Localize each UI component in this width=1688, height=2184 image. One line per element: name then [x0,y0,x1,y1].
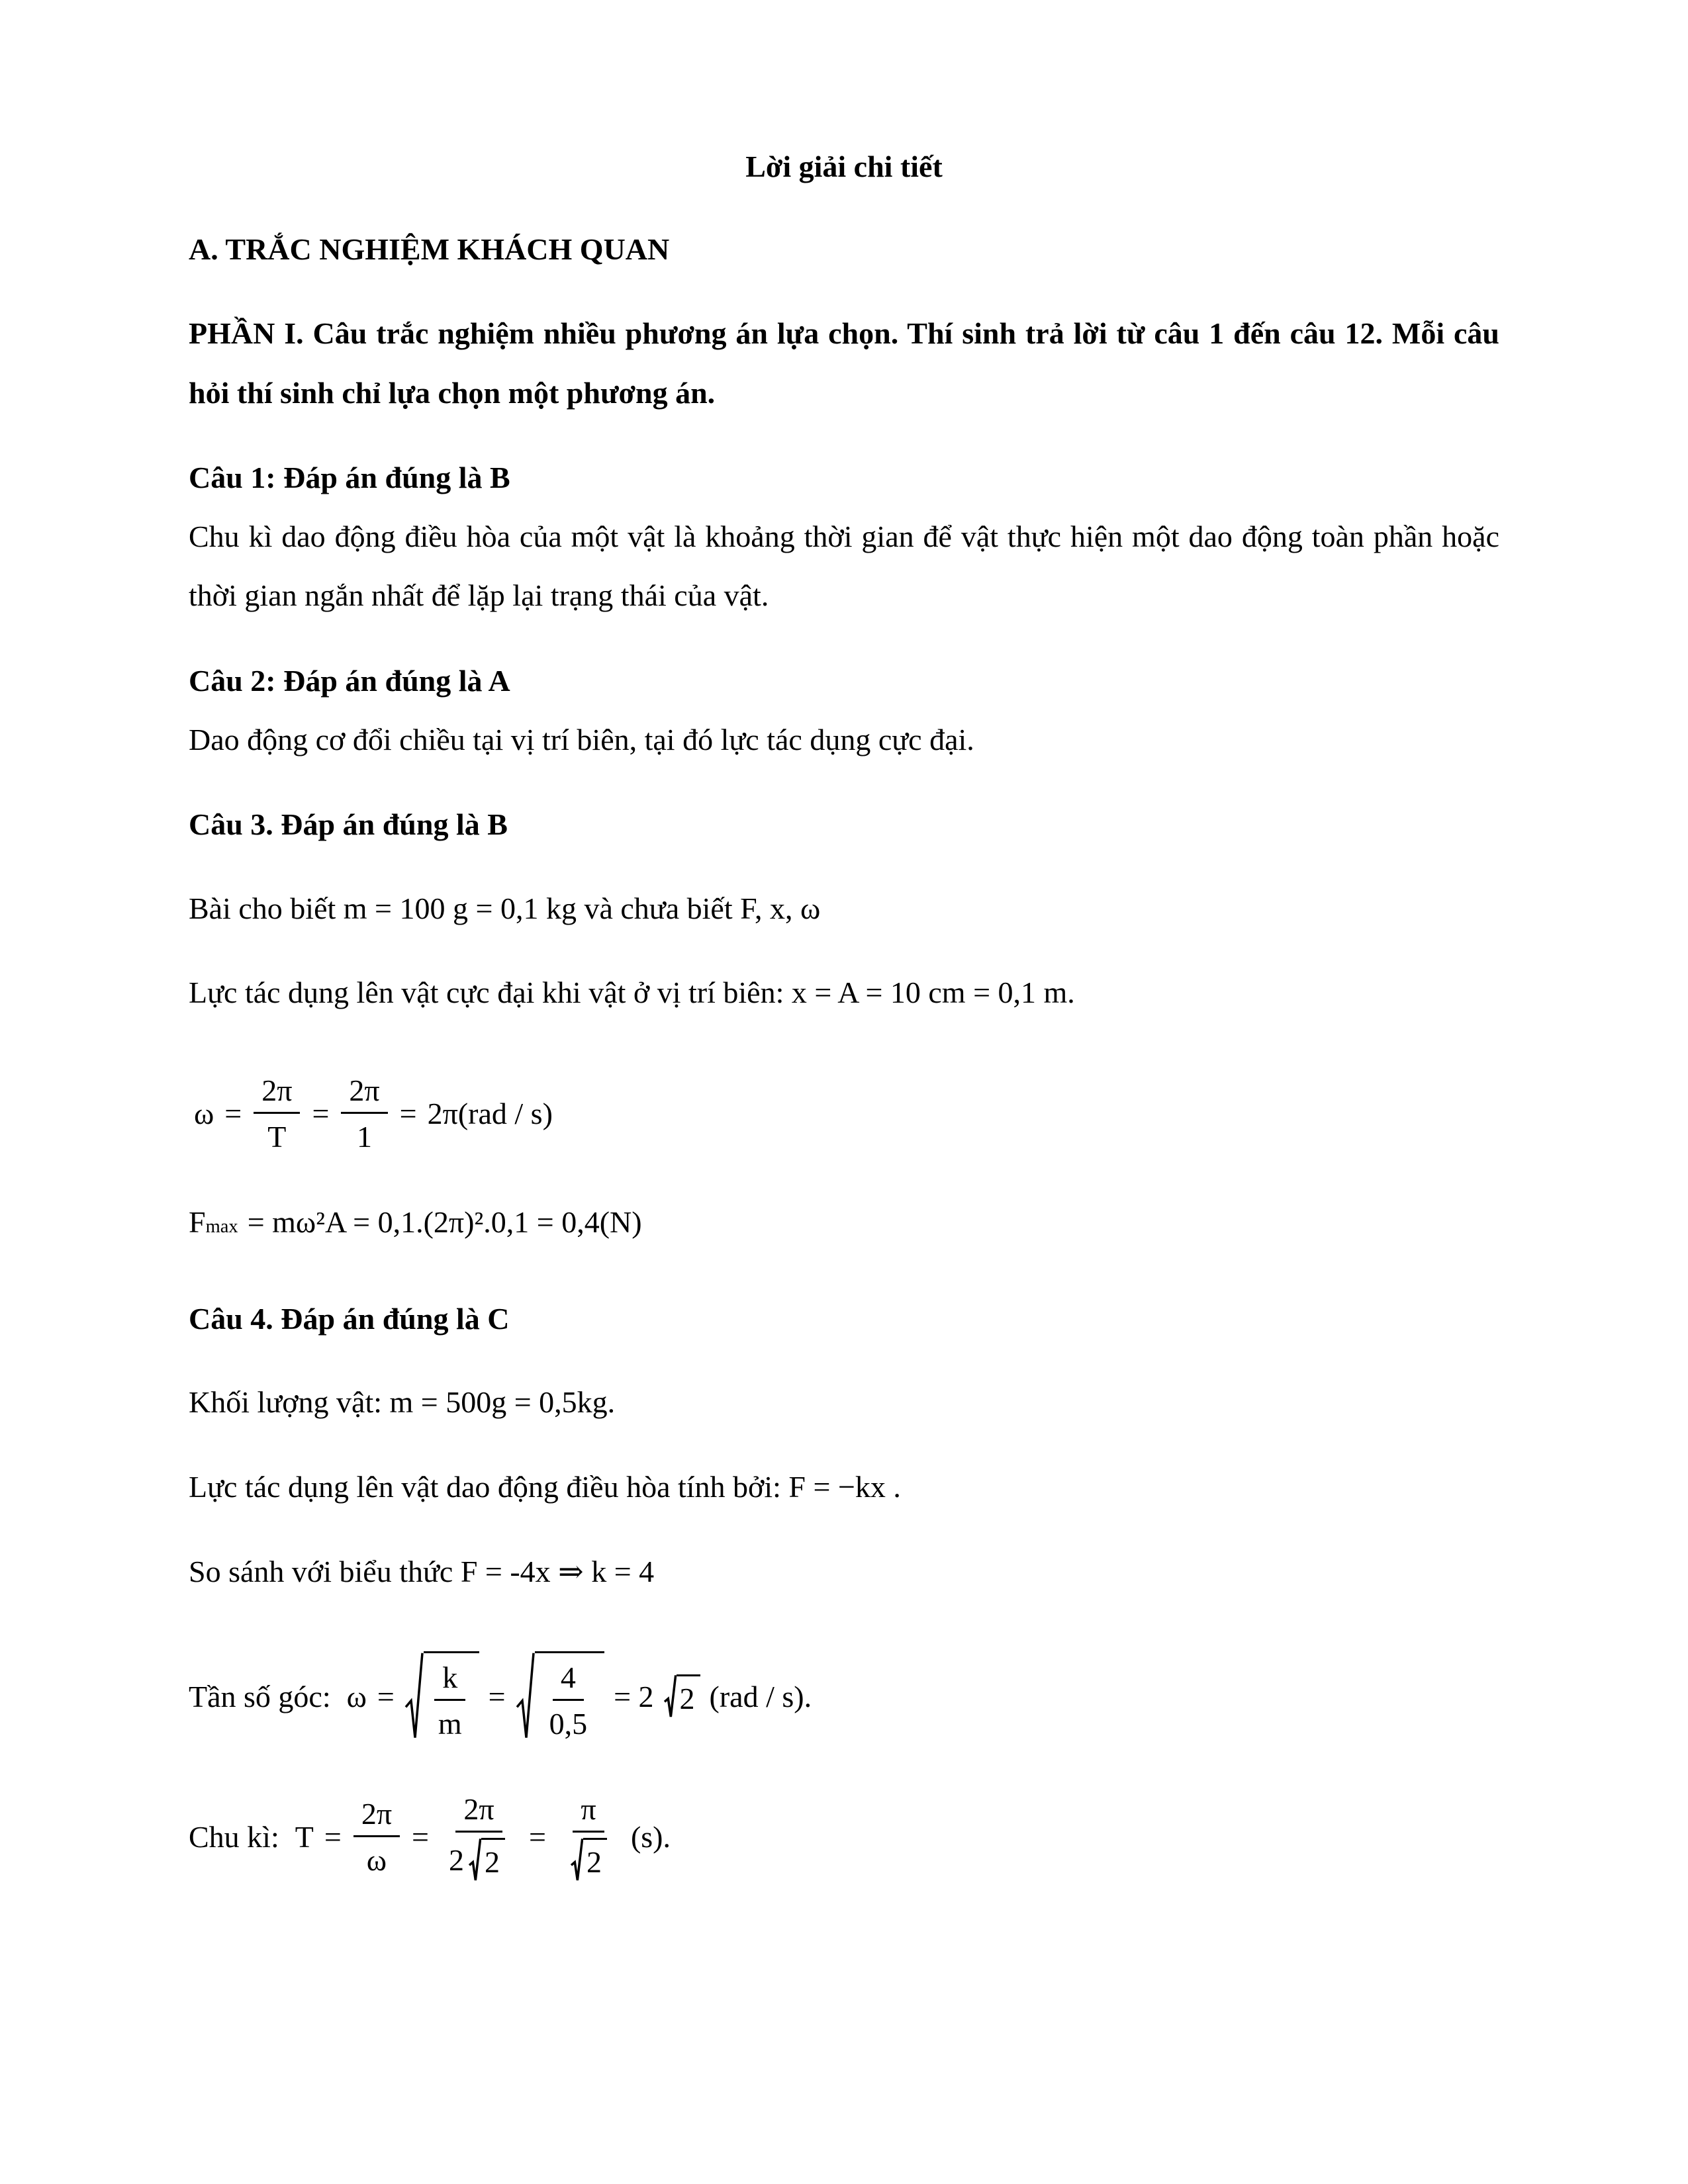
equals-sign: = [412,1820,429,1854]
fraction-numerator: 4 [553,1660,584,1701]
fraction-numerator: 2π [353,1796,400,1837]
radical-symbol [663,1674,677,1719]
fraction [430,1660,470,1741]
radical-symbol [570,1838,583,1882]
q1-body: Chu kì dao động điều hòa của một vật là khoảng thời gian để vật thực hiện một dao động toàn phần hoặc thời gian ngắn nhất để lặp lại trạng thái của vật. [189,519,1499,613]
equals-sign: = [312,1096,330,1130]
fraction-denominator: 0,5 [549,1707,588,1741]
omega-lhs: ω [194,1096,214,1130]
square-root [663,1674,700,1719]
fraction-denominator: T [267,1119,287,1154]
radical-symbol [468,1838,481,1882]
fraction-numerator: 2π [341,1073,387,1114]
q4-heading: Câu 4. Đáp án đúng là C [189,1301,510,1336]
fraction-denominator [441,1833,517,1882]
fraction [341,1073,387,1154]
equals-sign: = [488,1679,506,1713]
square-root [468,1838,505,1882]
q3-omega-formula [189,1073,1499,1154]
period-unit: (s). [630,1820,671,1854]
equals-sign: = [529,1820,546,1854]
fmax-lhs [189,1205,242,1240]
coefficient: 2 [449,1843,464,1878]
radical-symbol [515,1651,535,1741]
q4-line1: Khối lượng vật: m = 500g = 0,5kg. [189,1385,616,1420]
square-root [515,1651,605,1741]
sqrt-content: 2 [583,1838,607,1882]
square-root [570,1838,607,1882]
fraction [254,1073,300,1154]
fmax-rhs: = mω²A = 0,1.(2π)².0,1 = 0,4(N) [247,1205,642,1239]
q3-fmax-formula [189,1205,1499,1240]
fraction-numerator: k [434,1660,465,1701]
omega-lhs: ω [346,1679,367,1713]
period-lhs: T [295,1820,314,1854]
force-symbol: F [189,1205,206,1239]
fraction [541,1660,596,1741]
q3-heading: Câu 3. Đáp án đúng là B [189,807,508,842]
q2-body: Dao động cơ đổi chiều tại vị trí biên, tại đó lực tác dụng cực đại. [189,722,974,756]
fraction-numerator: 2π [254,1073,300,1114]
fraction-denominator: 1 [357,1119,373,1154]
q4-line3: So sánh với biểu thức F = -4x ⇒ k = 4 [189,1554,655,1588]
q4-line2: Lực tác dụng lên vật dao động điều hòa tính bởi: F = −kx . [189,1470,901,1504]
fraction-denominator: m [438,1707,462,1741]
part1-heading: PHẦN I. Câu trắc nghiệm nhiều phương án lựa chọn. Thí sinh trả lời từ câu 1 đến câu 12. Mỗi câu hỏi thí sinh chỉ lựa chọn một phương án. [189,316,1499,410]
radical-symbol [404,1651,424,1741]
omega-result: 2π(rad / s) [427,1096,553,1130]
fraction-numerator: π [573,1792,604,1833]
fmax-subscript: max [205,1216,238,1238]
q2-heading: Câu 2: Đáp án đúng là A [189,664,510,698]
fraction [353,1796,400,1878]
equals-sign: = 2 [614,1679,654,1713]
frequency-label: Tần số góc: [189,1679,331,1713]
section-a-heading: A. TRẮC NGHIỆM KHÁCH QUAN [189,232,670,266]
fraction-denominator: ω [366,1843,387,1878]
q4-period-formula [189,1792,1499,1882]
document-title: Lời giải chi tiết [745,150,943,183]
q1-heading: Câu 1: Đáp án đúng là B [189,461,510,495]
fraction [441,1792,517,1882]
fraction-numerator: 2π [455,1792,502,1833]
equals-sign: = [324,1820,342,1854]
equals-sign: = [224,1096,242,1130]
sqrt-content [535,1651,605,1741]
sqrt-content: 2 [481,1838,505,1882]
q3-line1: Bài cho biết m = 100 g = 0,1 kg và chưa biết F, x, ω [189,891,821,925]
sqrt-content [424,1651,479,1741]
sqrt-content: 2 [677,1674,700,1719]
q4-frequency-formula [189,1651,1499,1741]
q3-line2: Lực tác dụng lên vật cực đại khi vật ở vị trí biên: x = A = 10 cm = 0,1 m. [189,976,1075,1010]
equals-sign: = [377,1679,395,1713]
period-label: Chu kì: [189,1820,279,1854]
frequency-unit: (rad / s). [709,1679,812,1713]
equals-sign: = [399,1096,417,1130]
square-root [404,1651,479,1741]
fraction-denominator [558,1833,619,1882]
fraction [558,1792,619,1882]
